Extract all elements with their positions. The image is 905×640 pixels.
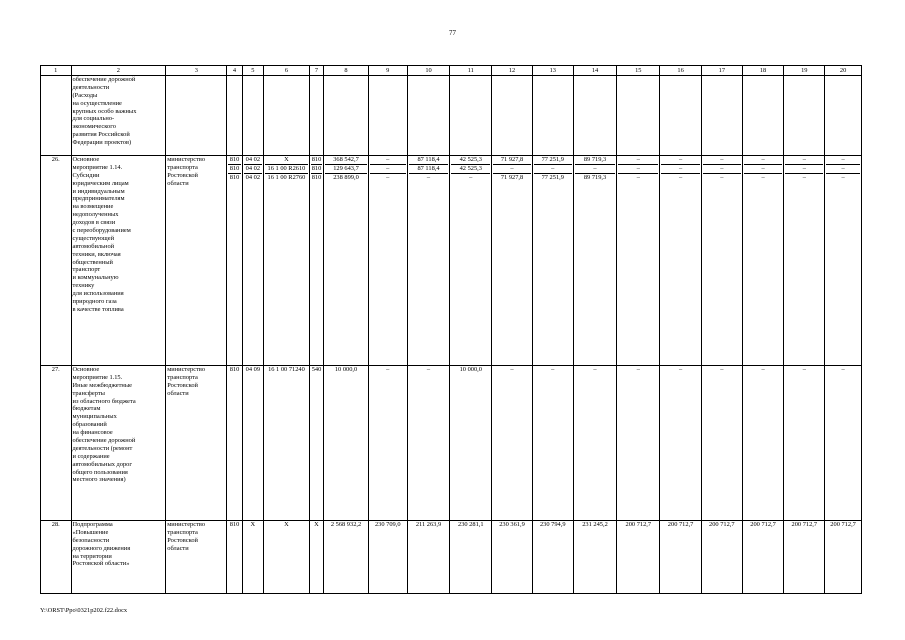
value-line: 230 794,9 <box>539 521 566 528</box>
value-line: 04 02 <box>245 164 261 172</box>
value-cell <box>309 76 323 156</box>
value-line: – <box>703 165 741 174</box>
value-line: 810 <box>311 173 322 181</box>
value-cell <box>492 156 533 366</box>
value-line: – <box>551 366 555 373</box>
value-cell <box>264 366 310 521</box>
executor-line: области <box>167 544 189 552</box>
value-line: – <box>841 366 845 373</box>
value-cell <box>227 76 242 156</box>
header-cell: 9 <box>368 66 407 76</box>
value-cell <box>784 76 825 156</box>
value-line: – <box>678 173 683 181</box>
header-cell: 6 <box>264 66 310 76</box>
row-number: 27. <box>41 366 72 521</box>
value-cell <box>492 366 533 521</box>
budget-table <box>40 65 862 594</box>
value-line: Х <box>314 521 319 528</box>
header-cell: 18 <box>742 66 784 76</box>
value-line: 200 712,7 <box>830 521 856 528</box>
value-cell <box>742 76 784 156</box>
value-line: – <box>386 173 390 181</box>
program-name-line: на финансовое <box>72 429 113 437</box>
value-cell <box>368 76 407 156</box>
value-line: 87 118,4 <box>409 165 449 174</box>
value-cell <box>450 521 492 594</box>
value-cell <box>368 366 407 521</box>
value-line: – <box>826 165 860 174</box>
value-line: – <box>618 165 658 174</box>
value-line: 200 712,7 <box>709 521 735 528</box>
value-cell <box>573 521 617 594</box>
value-cell <box>660 521 702 594</box>
program-name-line: деятельности (ремонт <box>72 444 133 452</box>
value-line: – <box>661 165 700 174</box>
value-cell <box>617 156 660 366</box>
header-cell: 4 <box>227 66 242 76</box>
executor-line: области <box>167 179 189 187</box>
value-cell <box>368 521 407 594</box>
value-cell <box>825 156 862 366</box>
value-cell <box>407 76 450 156</box>
value-cell <box>701 521 742 594</box>
value-line: – <box>841 173 845 181</box>
program-name-line: и коммунальную <box>72 274 119 282</box>
table-row <box>41 156 862 366</box>
value-line: – <box>720 366 724 373</box>
header-cell: 3 <box>166 66 227 76</box>
value-line: – <box>744 165 783 174</box>
value-line: 211 263,9 <box>415 521 442 528</box>
value-cell <box>407 521 450 594</box>
value-line: 89 719,3 <box>583 173 607 181</box>
value-cell <box>617 366 660 521</box>
value-line: 810 <box>229 521 240 528</box>
value-cell <box>242 366 263 521</box>
value-cell <box>742 366 784 521</box>
value-cell <box>742 156 784 366</box>
value-cell <box>660 76 702 156</box>
footer-file-path: Y:\ORST\Ppo\0321p202.f22.docx <box>40 607 128 614</box>
value-line: 200 712,7 <box>625 521 652 528</box>
value-cell <box>573 366 617 521</box>
value-cell <box>264 156 310 366</box>
value-cell <box>532 76 573 156</box>
program-name-line: доходов в связи <box>72 219 116 227</box>
program-name-line: деятельности <box>72 83 110 91</box>
value-line: 16 1 00 71240 <box>268 366 305 373</box>
program-name-line: развития Российской <box>72 131 130 139</box>
value-cell <box>264 521 310 594</box>
value-line: 230 709,0 <box>374 521 401 528</box>
value-line: – <box>426 173 431 181</box>
program-name-line: Ростовской области» <box>72 560 130 568</box>
program-name-line: (Расходы <box>72 91 98 99</box>
value-line: – <box>493 165 531 174</box>
value-line: 71 927,8 <box>500 173 524 181</box>
header-cell: 17 <box>701 66 742 76</box>
program-name-line: бюджетам <box>72 405 101 413</box>
header-cell: 7 <box>309 66 323 76</box>
program-name-line: из областного бюджета <box>72 397 136 405</box>
program-name-line: и индивидуальным <box>72 187 125 195</box>
program-name-line: общественный <box>72 258 113 266</box>
executor-line: транспорта <box>167 528 198 536</box>
table-row <box>41 76 862 156</box>
value-line: – <box>386 366 390 373</box>
program-name-line: «Повышение <box>72 528 109 536</box>
program-name-cell <box>71 366 166 521</box>
page-number: 77 <box>449 29 456 37</box>
value-cell <box>701 76 742 156</box>
value-cell <box>407 366 450 521</box>
header-cell: 8 <box>324 66 369 76</box>
program-name-line: природного газа <box>72 298 117 306</box>
value-line: – <box>661 156 700 165</box>
value-line: 16 1 00 R2610 <box>265 165 308 174</box>
value-line: 540 <box>311 366 322 373</box>
program-name-line: транспорт <box>72 266 101 274</box>
value-line: – <box>426 366 431 373</box>
program-name-line: и содержание <box>72 452 110 460</box>
program-name-line: местного значения) <box>72 476 126 484</box>
value-line: – <box>370 165 406 174</box>
program-name-line: на возмещение <box>72 203 114 211</box>
executor-cell <box>166 366 227 521</box>
value-cell <box>450 76 492 156</box>
row-number: 28. <box>41 521 72 594</box>
program-name-line: существующей <box>72 234 114 242</box>
value-cell <box>784 156 825 366</box>
program-name-line: мероприятие 1.14. <box>72 163 123 171</box>
program-name-line: для социально- <box>72 115 115 123</box>
value-cell <box>532 521 573 594</box>
program-name-line: безопасности <box>72 536 110 544</box>
table-row <box>41 521 862 594</box>
table-row <box>41 366 862 521</box>
value-line: – <box>370 156 406 165</box>
program-name-line: предпринимателям <box>72 195 125 203</box>
value-cell <box>324 76 369 156</box>
value-line: Х <box>250 521 256 528</box>
program-name-line: автомобильных дорог <box>72 460 133 468</box>
value-line: 200 712,7 <box>750 521 776 528</box>
header-cell: 5 <box>242 66 263 76</box>
value-line: 810 <box>311 164 322 172</box>
program-name-line: юридическим лицам <box>72 179 129 187</box>
program-name-line: образований <box>72 421 107 429</box>
executor-cell <box>166 521 227 594</box>
value-cell <box>368 156 407 366</box>
value-cell <box>573 76 617 156</box>
value-line: 89 719,3 <box>575 156 616 165</box>
value-cell <box>784 521 825 594</box>
value-cell <box>324 366 369 521</box>
value-line: 77 251,9 <box>541 173 564 181</box>
value-line: – <box>802 366 806 373</box>
value-cell <box>532 366 573 521</box>
program-name-line: обеспечение дорожной <box>72 437 136 445</box>
program-name-cell <box>71 156 166 366</box>
value-cell <box>324 521 369 594</box>
program-name-line: муниципальных <box>72 413 117 421</box>
value-line: 238 899,0 <box>333 173 359 181</box>
value-cell <box>324 156 369 366</box>
value-line: 04 09 <box>245 366 261 373</box>
header-row <box>41 66 862 76</box>
executor-line: Ростовской <box>167 171 198 179</box>
value-cell <box>660 366 702 521</box>
value-cell <box>450 366 492 521</box>
value-line: 810 <box>229 164 240 172</box>
value-cell <box>532 156 573 366</box>
header-cell: 11 <box>450 66 492 76</box>
header-cell: 16 <box>660 66 702 76</box>
header-cell: 14 <box>573 66 617 76</box>
value-cell <box>492 521 533 594</box>
value-line: 16 1 00 R2760 <box>267 173 306 181</box>
value-line: – <box>678 366 683 373</box>
program-name-line: общего пользования <box>72 468 128 476</box>
value-line: – <box>703 156 741 165</box>
program-name-line: недополученных <box>72 211 119 219</box>
value-line: – <box>802 173 806 181</box>
value-cell <box>242 156 263 366</box>
program-name-cell <box>71 76 166 156</box>
value-line: – <box>469 173 473 181</box>
value-line: 810 <box>229 366 240 373</box>
value-cell <box>227 521 242 594</box>
program-name-line: Иные межбюджетные <box>72 381 132 389</box>
executor-line: министерство <box>167 156 206 163</box>
value-line: Х <box>284 521 289 528</box>
value-cell <box>227 156 242 366</box>
value-line: – <box>618 156 658 165</box>
value-line: 04 02 <box>245 173 261 181</box>
value-cell <box>309 366 323 521</box>
value-line: 10 000,0 <box>459 366 482 373</box>
value-line: 200 712,7 <box>667 521 694 528</box>
executor-line: транспорта <box>167 163 198 171</box>
value-cell <box>617 76 660 156</box>
value-line: – <box>761 173 765 181</box>
value-cell <box>242 521 263 594</box>
executor-line: Ростовской <box>167 381 198 389</box>
executor-line: министерство <box>167 521 206 528</box>
value-line: – <box>636 173 640 181</box>
program-name-line: на осуществление <box>72 99 122 107</box>
value-line: – <box>744 156 783 165</box>
executor-line: министерство <box>167 366 206 373</box>
program-name-line: с переоборудованием <box>72 227 131 235</box>
program-name-line: в качестве топлива <box>72 305 124 313</box>
value-cell <box>264 76 310 156</box>
value-line: – <box>575 165 616 174</box>
value-line: 810 <box>229 156 240 163</box>
program-name-line: обеспечение дорожной <box>72 76 136 83</box>
value-line: – <box>826 156 860 165</box>
value-cell <box>701 366 742 521</box>
value-line: 230 361,9 <box>499 521 525 528</box>
row-number <box>41 76 72 156</box>
value-line: 230 281,1 <box>458 521 484 528</box>
value-line: 810 <box>229 173 240 181</box>
value-line: 42 525,3 <box>451 165 490 174</box>
program-name-cell <box>71 521 166 594</box>
value-cell <box>309 521 323 594</box>
program-name-line: Субсидии <box>72 171 100 179</box>
program-name-line: Основное <box>72 156 100 163</box>
program-name-line: трансферты <box>72 389 105 397</box>
value-line: – <box>636 366 640 373</box>
program-name-line: Федерации проектов) <box>72 139 132 147</box>
value-line: 200 712,7 <box>791 521 818 528</box>
value-line: 42 525,3 <box>451 156 490 165</box>
value-cell <box>492 76 533 156</box>
value-line: 04 02 <box>245 156 261 163</box>
program-name-line: для использования <box>72 290 124 298</box>
value-line: – <box>785 165 823 174</box>
header-cell: 1 <box>41 66 72 76</box>
header-cell: 15 <box>617 66 660 76</box>
value-line: – <box>785 156 823 165</box>
value-line: – <box>534 165 572 174</box>
value-line: 129 643,7 <box>325 165 367 174</box>
executor-cell <box>166 156 227 366</box>
value-line: Х <box>265 156 308 165</box>
value-cell <box>617 521 660 594</box>
value-cell <box>660 156 702 366</box>
value-cell <box>742 521 784 594</box>
program-name-line: технику <box>72 282 95 290</box>
value-line: – <box>510 366 514 373</box>
value-line: 231 245,2 <box>582 521 608 528</box>
value-cell <box>825 76 862 156</box>
program-name-line: техники, включая <box>72 250 121 258</box>
value-cell <box>309 156 323 366</box>
header-cell: 13 <box>532 66 573 76</box>
program-name-line: крупных особо важных <box>72 107 137 115</box>
value-line: 10 000,0 <box>334 366 358 373</box>
value-line: 368 542,7 <box>325 156 367 165</box>
value-line: 87 118,4 <box>409 156 449 165</box>
value-cell <box>450 156 492 366</box>
value-line: 77 251,9 <box>534 156 572 165</box>
program-name-line: автомобильной <box>72 242 115 250</box>
program-name-line: Основное <box>72 366 100 373</box>
value-cell <box>227 366 242 521</box>
value-cell <box>825 366 862 521</box>
executor-cell <box>166 76 227 156</box>
value-line: – <box>761 366 765 373</box>
program-name-line: Подпрограмма <box>72 521 113 528</box>
value-cell <box>784 366 825 521</box>
header-cell: 12 <box>492 66 533 76</box>
value-line: 2 568 932,2 <box>330 521 362 528</box>
value-line: 71 927,8 <box>493 156 531 165</box>
value-cell <box>825 521 862 594</box>
value-cell <box>407 156 450 366</box>
program-name-line: экономического <box>72 123 116 131</box>
program-name-line: мероприятие 1.15. <box>72 373 123 381</box>
value-line: – <box>720 173 724 181</box>
header-cell: 20 <box>825 66 862 76</box>
value-cell <box>573 156 617 366</box>
header-cell: 19 <box>784 66 825 76</box>
value-cell <box>701 156 742 366</box>
header-cell: 10 <box>407 66 450 76</box>
value-cell <box>242 76 263 156</box>
program-name-line: дорожного движения <box>72 544 131 552</box>
row-number: 26. <box>41 156 72 366</box>
executor-line: транспорта <box>167 373 198 381</box>
header-cell: 2 <box>71 66 166 76</box>
table-body <box>41 66 862 594</box>
executor-line: области <box>167 389 189 397</box>
program-name-line: на территории <box>72 552 112 560</box>
value-line: 810 <box>311 156 322 163</box>
executor-line: Ростовской <box>167 536 198 544</box>
value-line: – <box>593 366 597 373</box>
